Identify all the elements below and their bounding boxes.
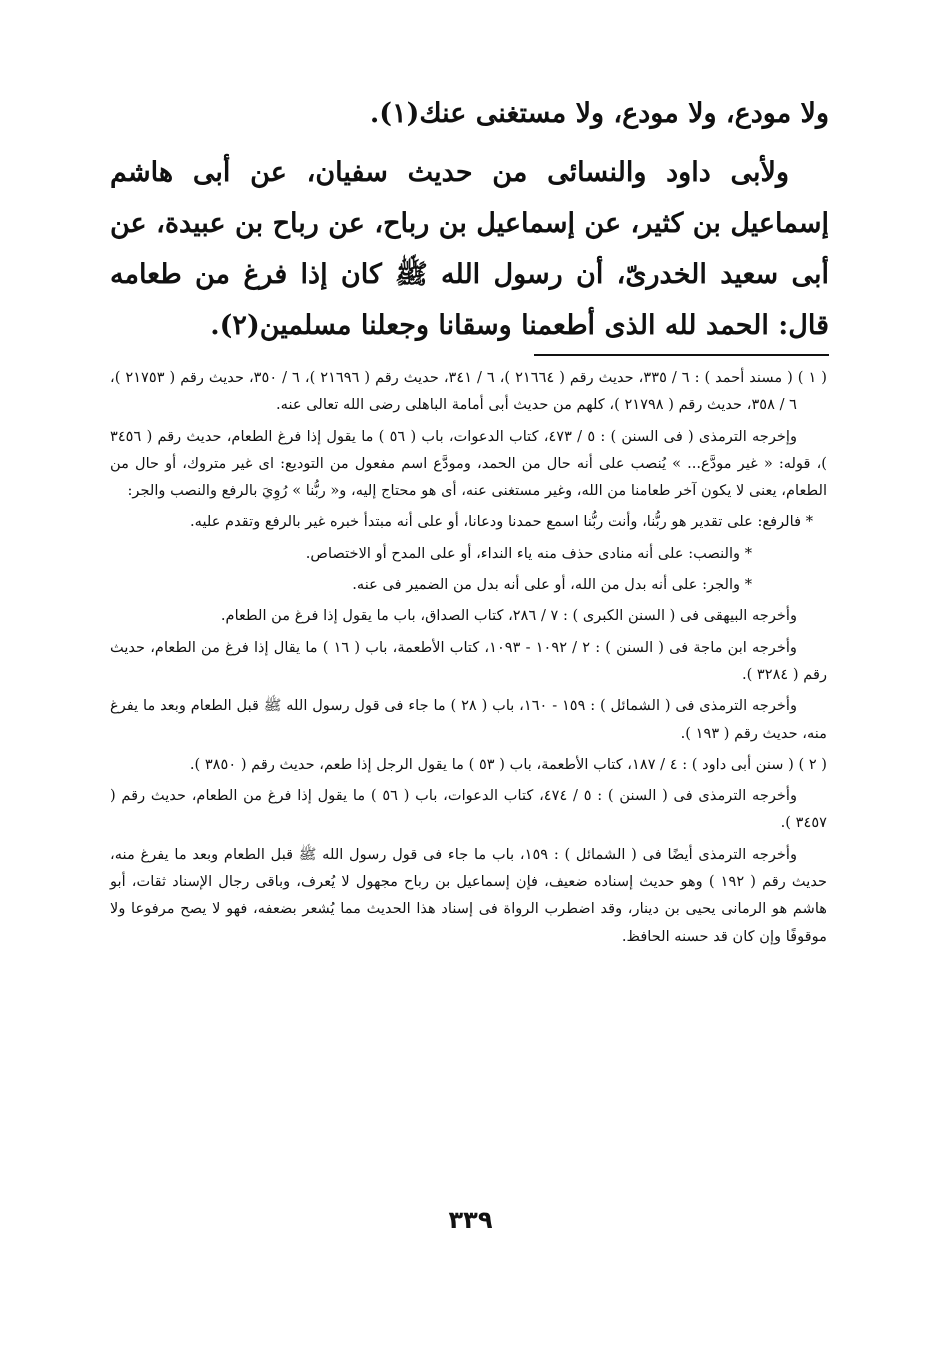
footnote-2-tirmidhi: وأخرجه الترمذى فى ( السنن ) : ٥ / ٤٧٤، كتاب الدعوات، باب ( ٥٦ ) ما يقول إذا فرغ من الطعام، حديث رقم ( ٣٤٥٧ ).: [110, 787, 827, 832]
footnote-1-nasb: * والنصب: على أنه منادى حذف منه ياء النداء، أو على المدح أو الاختصاص.: [305, 544, 752, 562]
footnote-1: ( ١ ) ( مسند أحمد ) : ٦ / ٣٣٥، حديث رقم ( ٢١٦٦٤ )، ٦ / ٣٤١، حديث رقم ( ٢١٦٩٦ )، ٦ / ٣٥٠، حديث رقم ( ٢١٧٥٣ )، ٦ / ٣٥٨، حديث رقم ( ٢١٧٩٨ )، كلهم من حديث أبى أمامة الباهلى رضى الله تعالى عنه.: [110, 369, 827, 414]
main-text: [110, 88, 829, 351]
footnote-1-ibn-majah: وأخرجه ابن ماجة فى ( السنن ) : ٢ / ١٠٩٢ - ١٠٩٣، كتاب الأطعمة، باب ( ١٦ ) ما يقال إذا فرغ من الطعام، حديث رقم ( ٣٢٨٤ ).: [110, 638, 827, 683]
footnotes: [110, 364, 827, 954]
page-number: ٣٣٩: [448, 1206, 493, 1234]
footnote-1-raf: * فالرفع: على تقدير هو ربُّنا، وأنت ربُّنا اسمع حمدنا ودعانا، أو على أنه مبتدأ خبره غير بالرفع وتقدم عليه.: [190, 513, 813, 531]
footnote-1-shamail: وأخرجه الترمذى فى ( الشمائل ) : ١٥٩ - ١٦٠، باب ( ٢٨ ) ما جاء فى قول رسول الله ﷺ قبل الطعام وبعد ما يفرغ منه، حديث رقم ( ١٩٣ ).: [110, 697, 827, 742]
main-paragraph-1: ولا مودع، ولا مودع، ولا مستغنى عنك(١).: [369, 98, 829, 129]
footnote-separator: [534, 354, 829, 356]
footnote-2: ( ٢ ) ( سنن أبى داود ) : ٤ / ١٨٧، كتاب الأطعمة، باب ( ٥٣ ) ما يقول الرجل إذا طعم، حديث رقم ( ٣٨٥٠ ).: [189, 755, 827, 773]
footnote-1-jarr: * والجر: على أنه بدل من الله، أو على أنه بدل من الضمير فى عنه.: [352, 576, 752, 594]
footnote-2-shamail: وأخرجه الترمذى أيضًا فى ( الشمائل ) : ١٥٩، باب ما جاء فى قول رسول الله ﷺ قبل الطعام وبعد ما يفرغ منه، حديث رقم ( ١٩٢ ) وهو حديث إسناده ضعيف، فإن إسماعيل بن رباح مجهول لا يُعرف، وباقى رجال الإسناد ثقات، أبو هاشم هو الرمانى يحيى بن دينار، وقد اضطرب الرواة فى إسناد هذا الحديث مما يُشعر بضعفه، فهو لا يصح مرفوعا ولا موقوفًا وإن كان قد حسنه الحافظ.: [110, 845, 828, 945]
main-paragraph-2: ولأبى داود والنسائى من حديث سفيان، عن أبى هاشم إسماعيل بن كثير، عن إسماعيل بن رباح، عن رباح بن عبيدة، عن أبى سعيد الخدرىّ، أن رسول الله ﷺ كان إذا فرغ من طعامه قال: الحمد لله الذى أطعمنا وسقانا وجعلنا مسلمين(٢).: [110, 157, 829, 341]
footnote-1-tirmidhi: وإخرجه الترمذى ( فى السنن ) : ٥ / ٤٧٣، كتاب الدعوات، باب ( ٥٦ ) ما يقول إذا فرغ الطعام، حديث رقم ( ٣٤٥٦ )، قوله: « غير مودَّع... » يُنصب على أنه حال من الحمد، ومودَّع اسم مفعول من التوديع: اى غير متروك، أو حال من الطعام، يعنى لا يكون آخر طعامنا من الله، وغير مستغنى عنه، أى هو محتاج إليه، و« ربُّنا » رُوِيَ بالرفع والنصب والجر:: [110, 427, 827, 500]
footnote-1-bayhaqi: وأخرجه البيهقى فى ( السنن الكبرى ) : ٧ / ٢٨٦، كتاب الصداق، باب ما يقول إذا فرغ من الطعام.: [220, 607, 797, 625]
